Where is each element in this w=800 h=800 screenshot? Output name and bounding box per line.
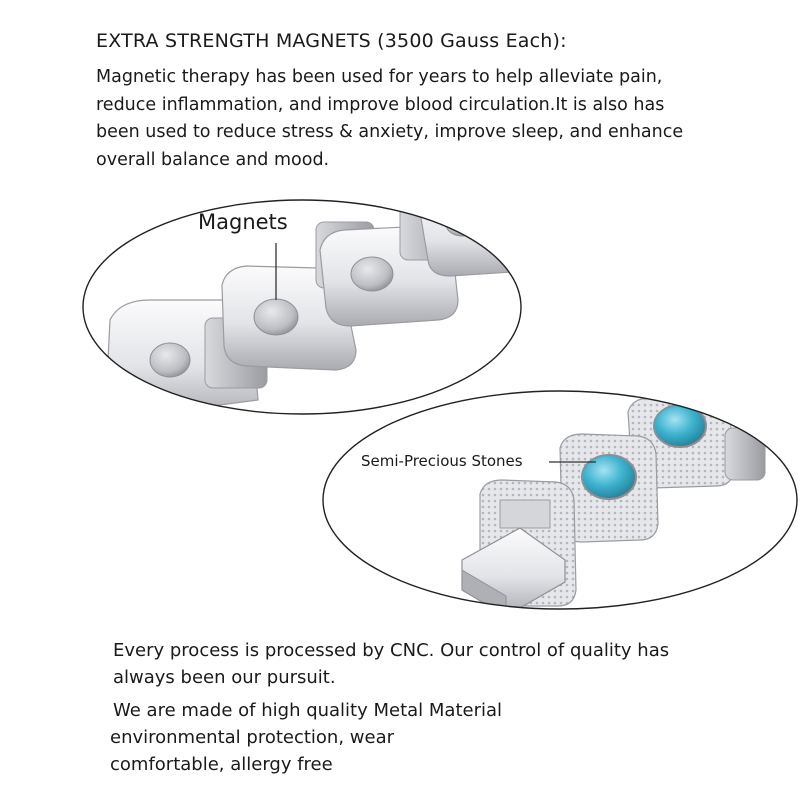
intro-line: Magnetic therapy has been used for years to help alleviate pain, [96,67,663,87]
cnc-caption [113,637,669,691]
caption-line: We are made of high quality Metal Material [113,700,503,721]
magnets-label: Magnets [198,210,288,234]
caption-line: Every process is processed by CNC. Our control of quality has [113,640,670,661]
material-caption [110,697,502,778]
caption-line: comfortable, allergy free [110,754,333,775]
caption-line: environmental protection, wear [110,727,395,748]
intro-line: reduce inflammation, and improve blood circulation.It is also has [96,94,665,115]
magnet-stone [150,343,190,377]
bracelet-link [420,196,530,276]
intro-line: been used to reduce stress & anxiety, improve sleep, and enhance [96,122,684,142]
stones-label: Semi-Precious Stones [361,452,523,470]
magnet-stone [446,212,478,236]
magnet-stone [254,299,298,335]
caption-line: always been our pursuit. [113,667,336,688]
heading: EXTRA STRENGTH MAGNETS (3500 Gauss Each): [96,30,567,52]
magnet-stone [351,257,393,291]
stones-closeup [320,388,800,616]
intro-line: overall balance and mood. [96,149,330,170]
magnets-closeup [80,195,530,420]
